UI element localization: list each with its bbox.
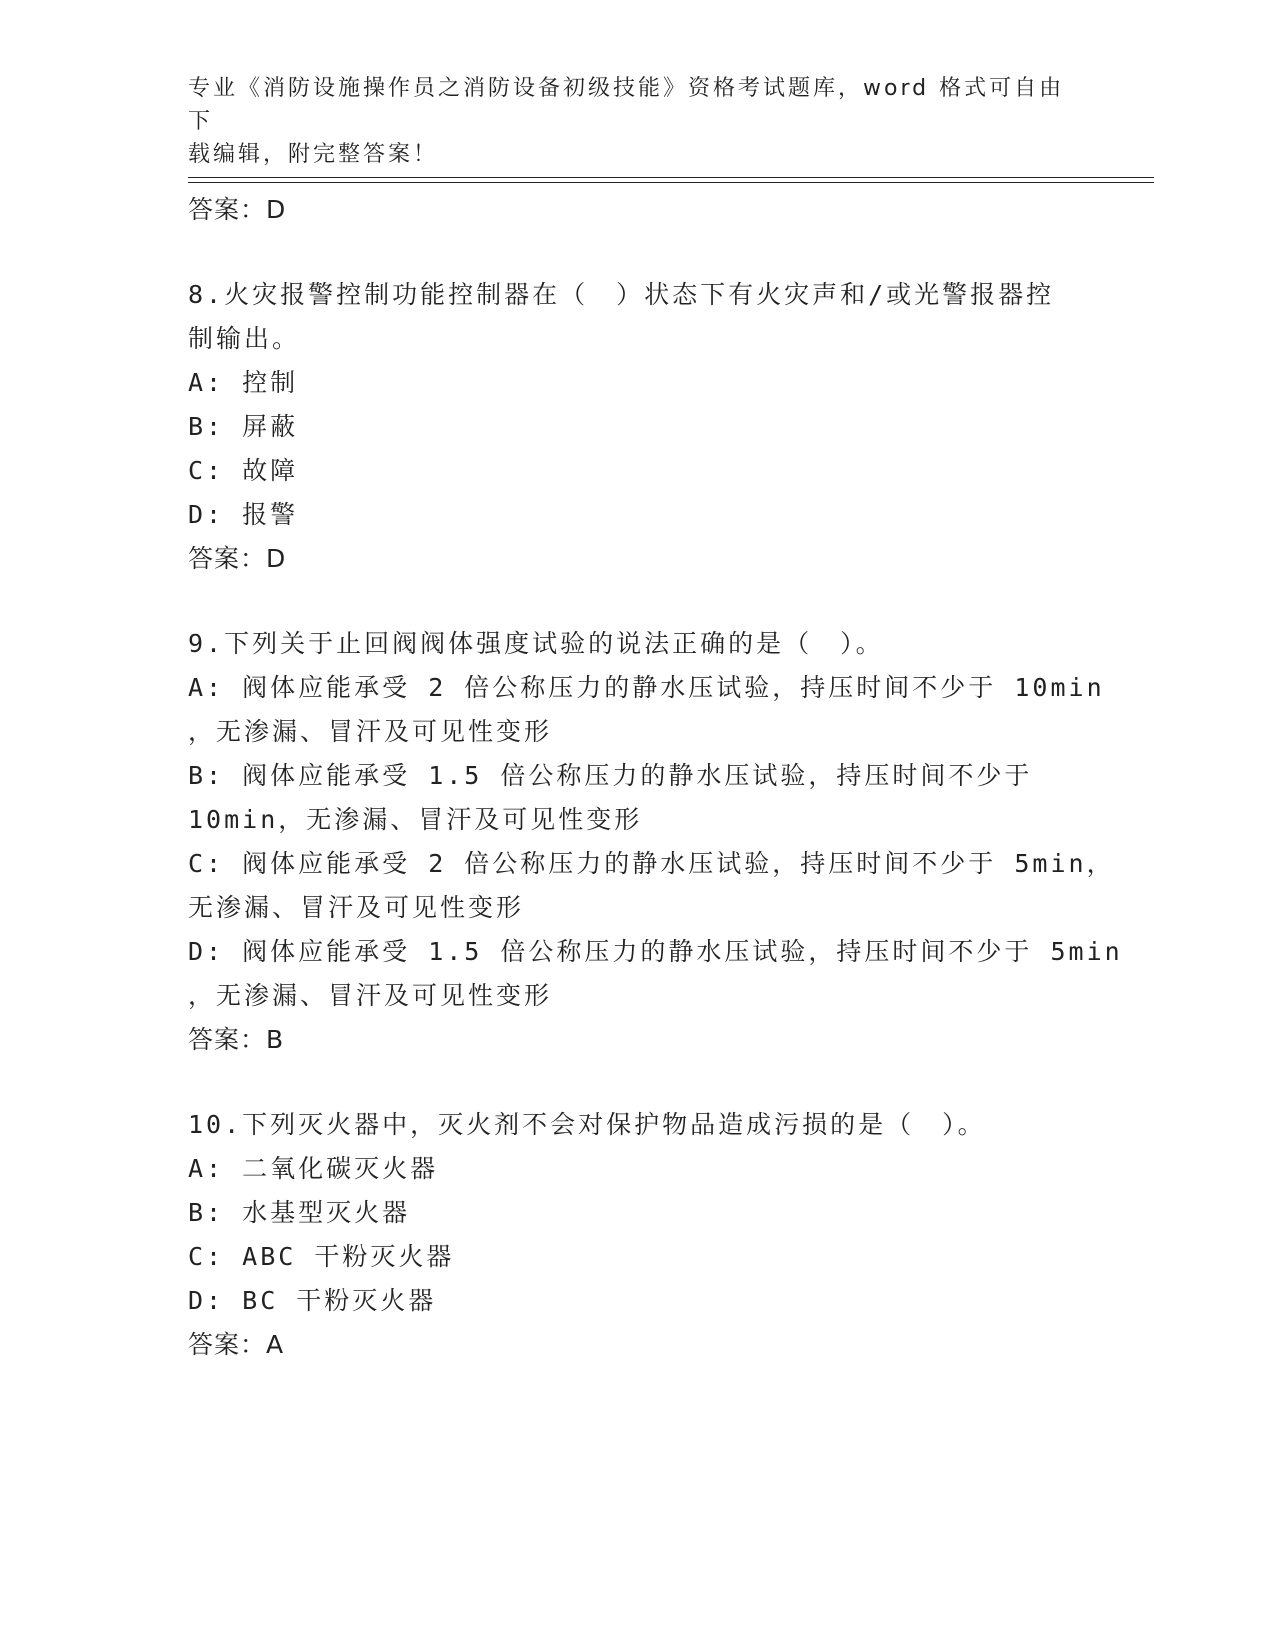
question-8-option-c: C: 故障 — [188, 456, 299, 485]
header-divider-bottom — [188, 182, 1154, 183]
question-8-stem-line-1: 8.火灾报警控制功能控制器在（ ）状态下有火灾声和/或光警报器控 — [188, 280, 1055, 309]
question-10-option-c: C: ABC 干粉灭火器 — [188, 1242, 455, 1271]
question-9-option-a-line-1: A: 阀体应能承受 2 倍公称压力的静水压试验，持压时间不少于 10min — [188, 673, 1105, 702]
question-9-answer: 答案：B — [188, 1025, 285, 1054]
question-9-option-b-line-2: 10min，无渗漏、冒汗及可见性变形 — [188, 805, 643, 834]
question-8-option-d: D: 报警 — [188, 500, 299, 529]
question-9-stem: 9.下列关于止回阀阀体强度试验的说法正确的是（ ）。 — [188, 629, 884, 658]
question-8-answer: 答案：D — [188, 544, 287, 573]
question-9-option-a-line-2: ，无渗漏、冒汗及可见性变形 — [188, 717, 553, 746]
header-line-2: 载编辑，附完整答案！ — [188, 142, 439, 167]
question-10-option-d: D: BC 干粉灭火器 — [188, 1286, 437, 1315]
question-8-option-b: B: 屏蔽 — [188, 412, 299, 441]
question-9-option-c-line-1: C: 阀体应能承受 2 倍公称压力的静水压试验，持压时间不少于 5min， — [188, 849, 1115, 878]
question-8-stem-line-2: 制输出。 — [188, 324, 301, 353]
question-10-option-b: B: 水基型灭火器 — [188, 1198, 411, 1227]
question-9-option-c-line-2: 无渗漏、冒汗及可见性变形 — [188, 893, 525, 922]
question-9-option-d-line-2: ，无渗漏、冒汗及可见性变形 — [188, 981, 553, 1010]
question-10-answer: 答案：A — [188, 1330, 285, 1359]
document-header — [188, 72, 1088, 171]
previous-answer: 答案：D — [188, 195, 287, 224]
question-8-option-a: A: 控制 — [188, 368, 299, 397]
question-9-option-d-line-1: D: 阀体应能承受 1.5 倍公称压力的静水压试验，持压时间不少于 5min — [188, 937, 1123, 966]
question-10-option-a: A: 二氧化碳灭火器 — [188, 1154, 439, 1183]
question-10-stem: 10.下列灭火器中，灭火剂不会对保护物品造成污损的是（ ）。 — [188, 1110, 986, 1139]
question-9-option-b-line-1: B: 阀体应能承受 1.5 倍公称压力的静水压试验，持压时间不少于 — [188, 761, 1033, 790]
header-divider-top — [188, 177, 1154, 178]
header-line-1: 专业《消防设施操作员之消防设备初级技能》资格考试题库，word 格式可自由下 — [188, 76, 1065, 134]
